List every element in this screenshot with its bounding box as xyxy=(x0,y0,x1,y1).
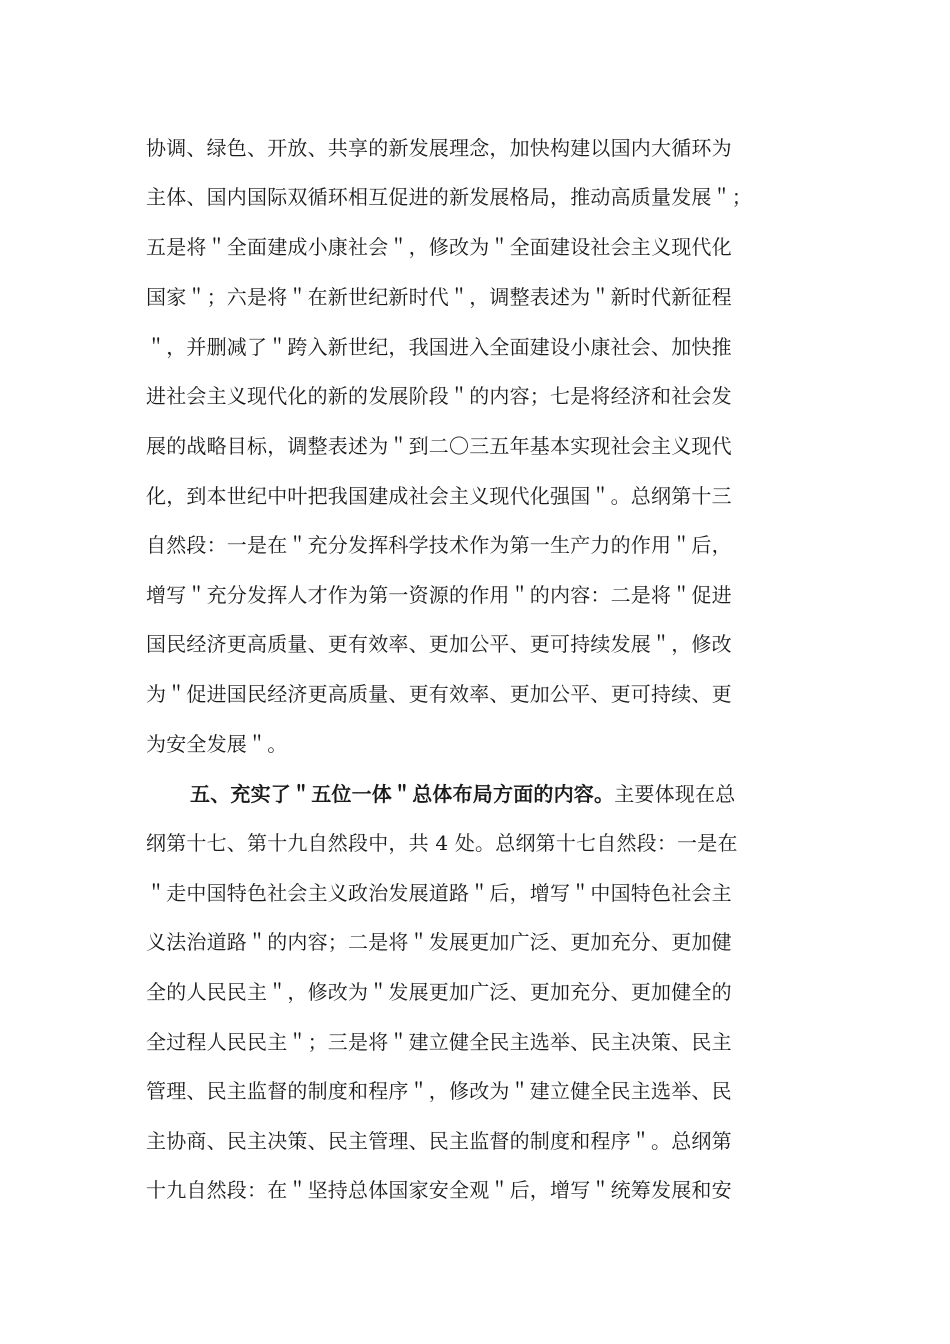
paragraph-line: 主协商、民主决策、民主管理、民主监督的制度和程序＂。总纲第 xyxy=(146,1129,732,1153)
paragraph-line: 自然段：一是在＂充分发挥科学技术作为第一生产力的作用＂后， xyxy=(146,533,732,557)
paragraph-line: 五是将＂全面建成小康社会＂，修改为＂全面建设社会主义现代化 xyxy=(146,235,732,259)
paragraph-line: 管理、民主监督的制度和程序＂，修改为＂建立健全民主选举、民 xyxy=(146,1079,732,1103)
paragraph-line: ＂走中国特色社会主义政治发展道路＂后，增写＂中国特色社会主 xyxy=(146,881,732,905)
paragraph-line: 国家＂；六是将＂在新世纪新时代＂，调整表述为＂新时代新征程 xyxy=(146,285,732,309)
section-heading: 五、充实了＂五位一体＂总体布局方面的内容。 xyxy=(190,782,615,806)
paragraph-line: 全过程人民民主＂；三是将＂建立健全民主选举、民主决策、民主 xyxy=(146,1030,732,1054)
paragraph-line: 十九自然段：在＂坚持总体国家安全观＂后，增写＂统筹发展和安 xyxy=(146,1178,732,1202)
paragraph-line: 为安全发展＂。 xyxy=(146,732,288,756)
paragraph-line: 展的战略目标，调整表述为＂到二〇三五年基本实现社会主义现代 xyxy=(146,434,732,458)
paragraph-line: 化，到本世纪中叶把我国建成社会主义现代化强国＂。总纲第十三 xyxy=(146,484,732,508)
paragraph-line: 协调、绿色、开放、共享的新发展理念，加快构建以国内大循环为 xyxy=(146,136,732,160)
paragraph-line: 增写＂充分发挥人才作为第一资源的作用＂的内容：二是将＂促进 xyxy=(146,583,732,607)
section-heading-line xyxy=(190,782,735,806)
paragraph-line: 国民经济更高质量、更有效率、更加公平、更可持续发展＂，修改 xyxy=(146,632,732,656)
paragraph-line: 纲第十七、第十九自然段中，共 4 处。总纲第十七自然段：一是在 xyxy=(146,831,738,855)
paragraph-text: 主要体现在总 xyxy=(614,782,736,806)
paragraph-line: ＂，并删减了＂跨入新世纪，我国进入全面建设小康社会、加快推 xyxy=(146,335,732,359)
paragraph-line: 全的人民民主＂，修改为＂发展更加广泛、更加充分、更加健全的 xyxy=(146,980,732,1004)
paragraph-line: 为＂促进国民经济更高质量、更有效率、更加公平、更可持续、更 xyxy=(146,682,732,706)
paragraph-line: 义法治道路＂的内容；二是将＂发展更加广泛、更加充分、更加健 xyxy=(146,930,732,954)
paragraph-line: 进社会主义现代化的新的发展阶段＂的内容；七是将经济和社会发 xyxy=(146,384,732,408)
paragraph-line: 主体、国内国际双循环相互促进的新发展格局，推动高质量发展＂； xyxy=(146,185,752,209)
